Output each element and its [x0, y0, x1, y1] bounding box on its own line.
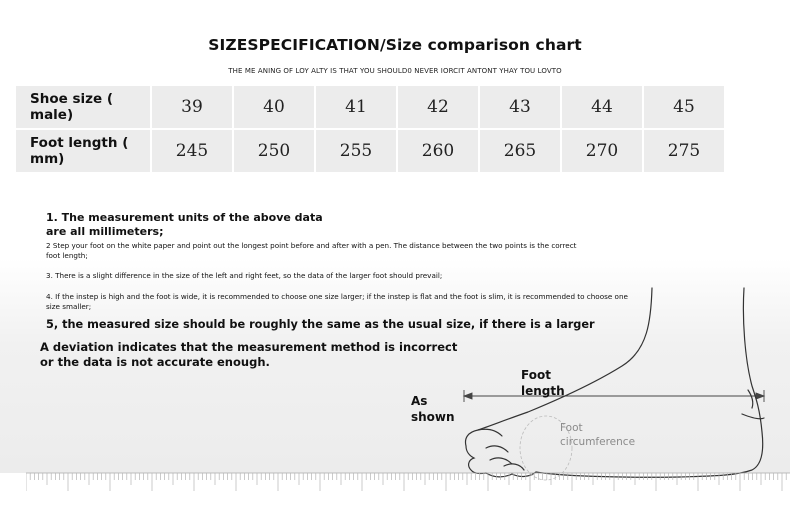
foot-length-label: Foot length: [521, 368, 565, 398]
row-header-foot-length: Foot length ( mm): [16, 130, 150, 172]
note-1: 1. The measurement units of the above data are all millimeters;: [46, 211, 323, 238]
table-cell: 250: [234, 130, 314, 172]
ruler-icon: [26, 471, 790, 495]
table-cell: 41: [316, 86, 396, 128]
note-4: 4. If the instep is high and the foot is wide, it is recommended to choose one size larger; if the instep is flat and the foot is slim, it is recommended to choose one size smaller;: [46, 292, 628, 311]
table-cell: 270: [562, 130, 642, 172]
foot-circumference-label: Foot circumference: [560, 422, 636, 448]
table-cell: 255: [316, 130, 396, 172]
table-cell: 43: [480, 86, 560, 128]
table-cell: 45: [644, 86, 724, 128]
as-shown-label: As shown: [411, 394, 455, 424]
table-cell: 265: [480, 130, 560, 172]
page-subtitle: THE ME ANING OF LOY ALTY IS THAT YOU SHOULD0 NEVER IORCIT ANTONT YHAY TOU LOVTO: [228, 67, 562, 75]
row-header-shoe-size: Shoe size ( male): [16, 86, 150, 128]
table-cell: 39: [152, 86, 232, 128]
table-cell: 245: [152, 130, 232, 172]
note-2: 2 Step your foot on the white paper and point out the longest point before and after with a pen. The distance between the two points is the correct foot length;: [46, 241, 577, 260]
note-5: 5, the measured size should be roughly the same as the usual size, if there is a larger: [46, 318, 595, 331]
table-cell: 44: [562, 86, 642, 128]
table-cell: 260: [398, 130, 478, 172]
table-cell: 42: [398, 86, 478, 128]
table-cell: 40: [234, 86, 314, 128]
table-cell: 275: [644, 130, 724, 172]
page-title: SIZESPECIFICATION/Size comparison chart: [208, 36, 582, 54]
note-3: 3. There is a slight difference in the size of the left and right feet, so the data of the larger foot should prevail;: [46, 271, 443, 280]
foot-length-arrow: [464, 390, 764, 402]
note-6: A deviation indicates that the measurement method is incorrect or the data is not accurate enough.: [40, 340, 458, 369]
